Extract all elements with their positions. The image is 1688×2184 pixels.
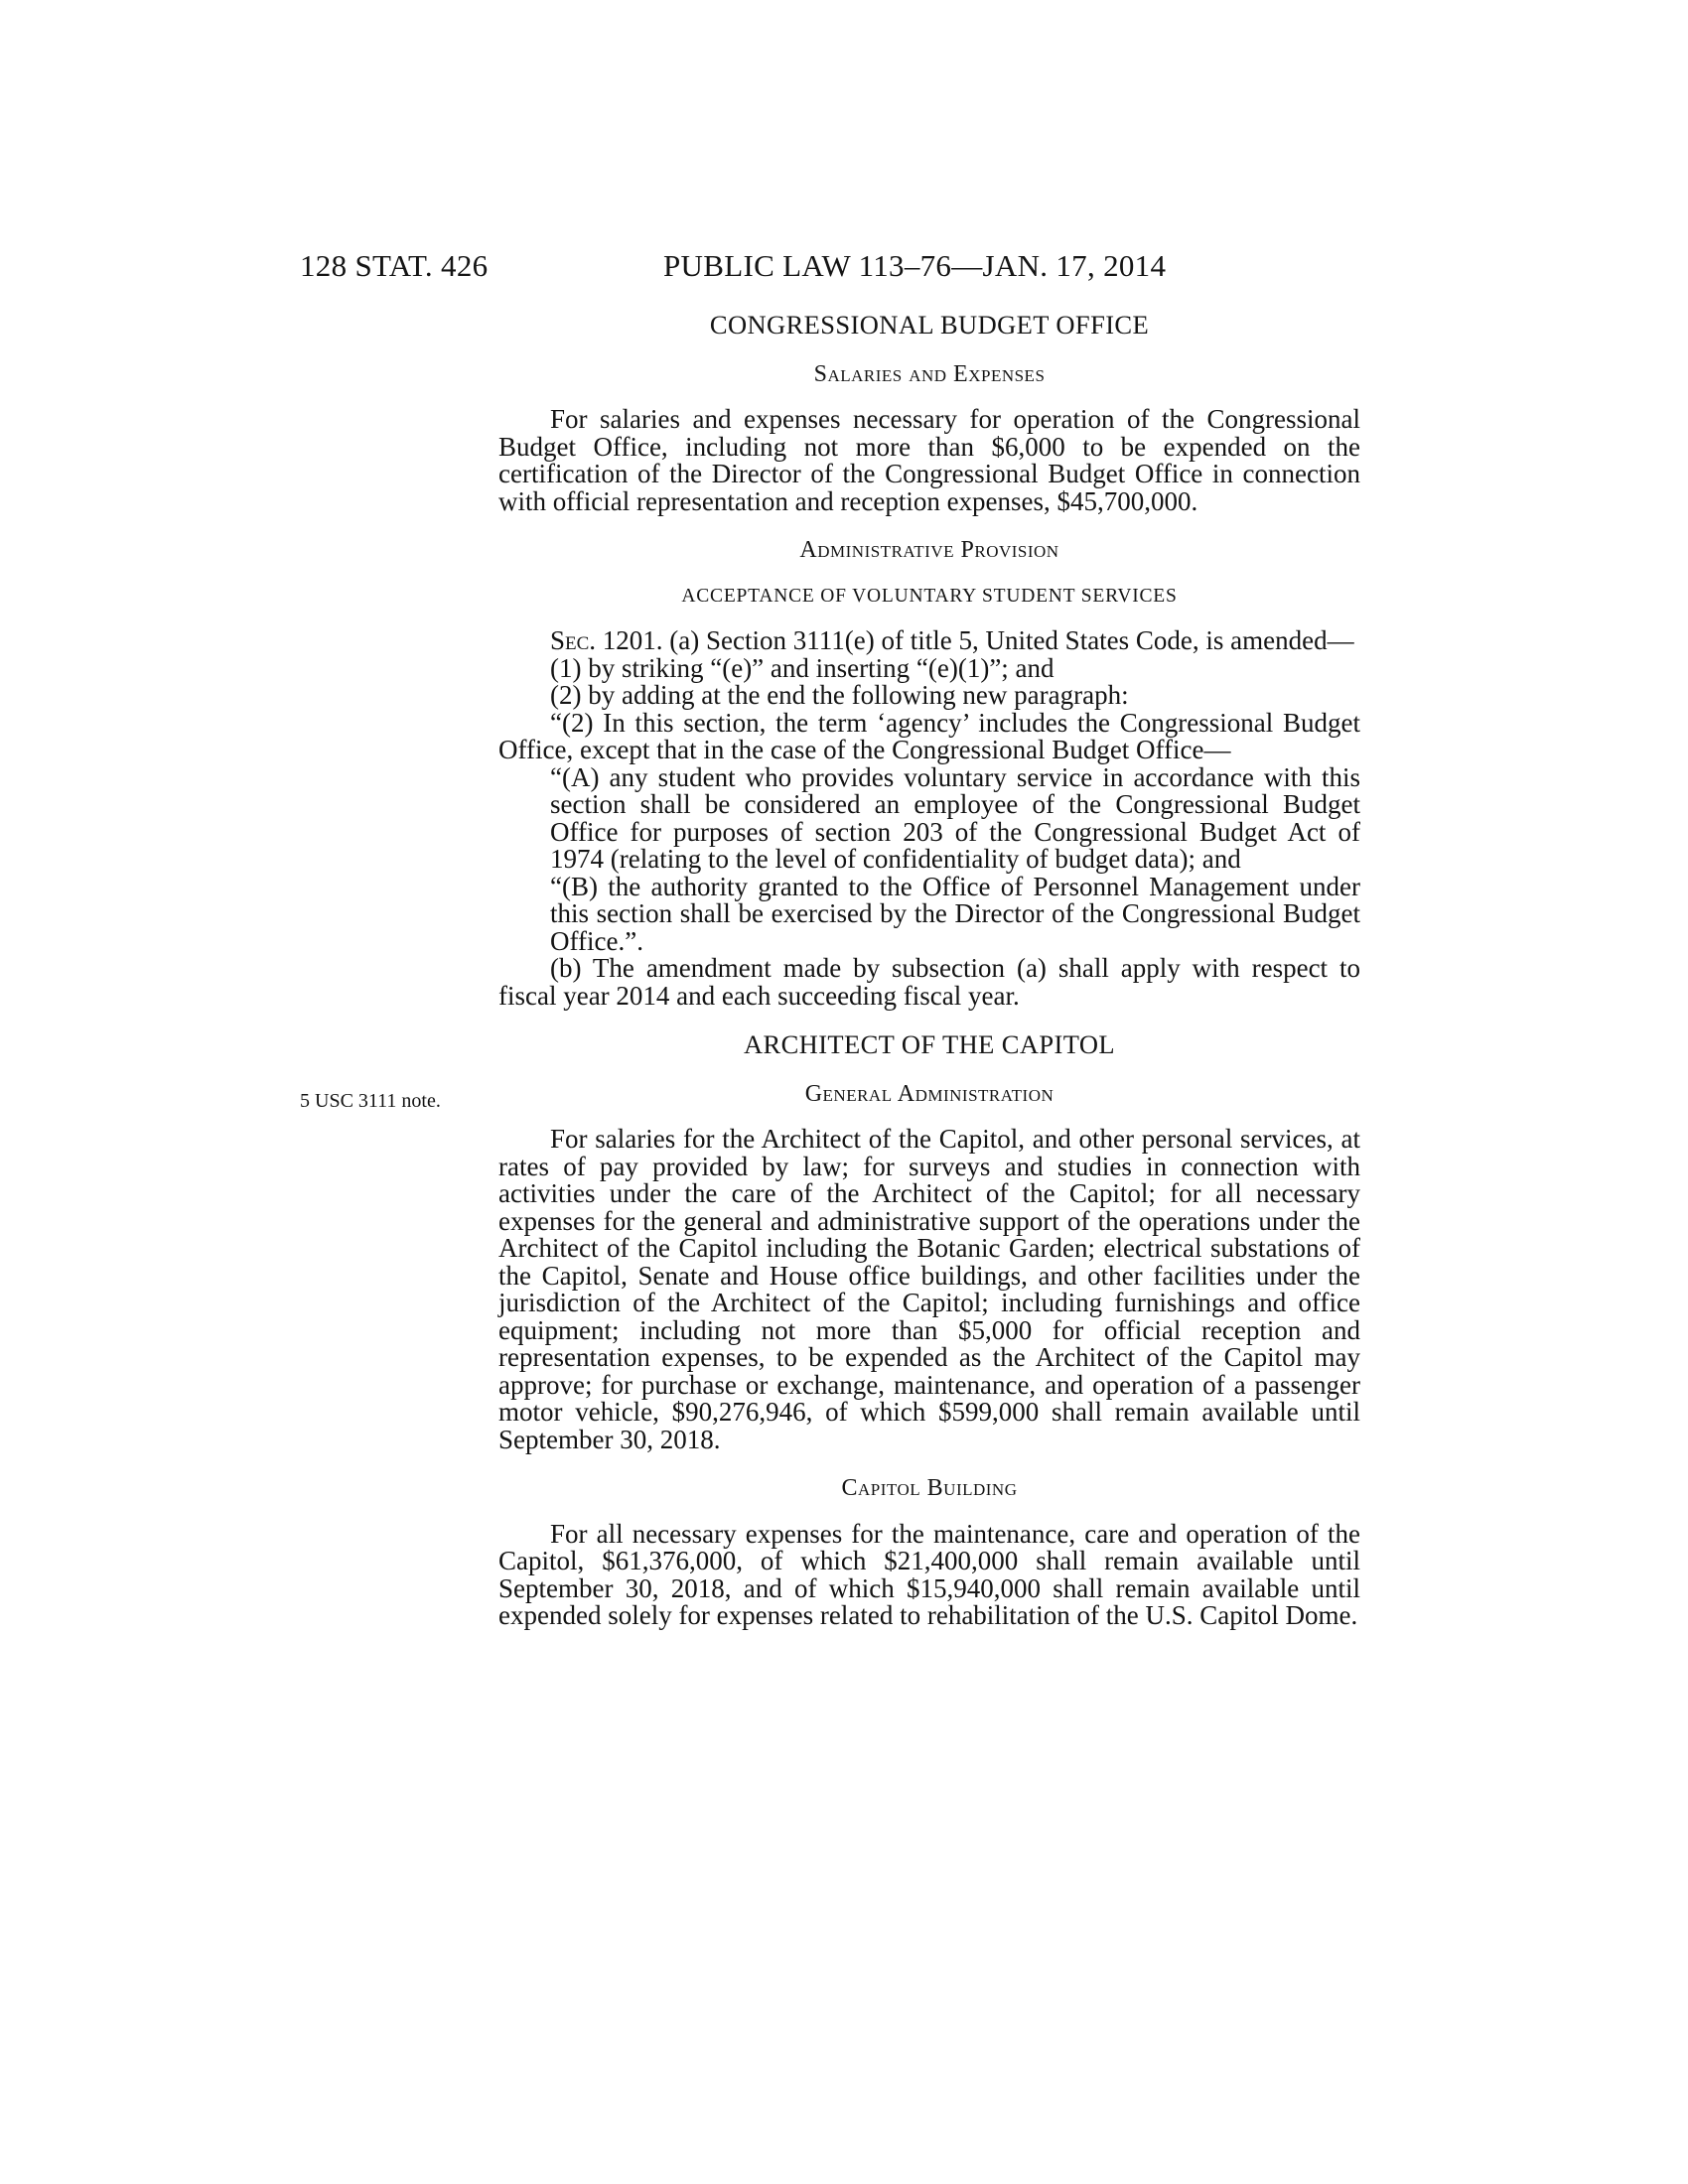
cbo-salaries-text: For salaries and expenses necessary for operation of the Congressional Budget Office, including not more than $6,000 to be expended on the certification of the Director of the Congressional Budget Office in connection with official representation and reception expenses, $45,700,000. bbox=[498, 404, 1360, 516]
aoc-heading: ARCHITECT OF THE CAPITOL bbox=[743, 1029, 1115, 1059]
capitol-building-text: For all necessary expenses for the maintenance, care and operation of the Capitol, $61,376,000, of which $21,400,000 shall remain available until September 30, 2018, and of which $15,940,000 shall remain available until expended solely for expenses related to rehabilitation of the U.S. Capitol Dome. bbox=[498, 1518, 1360, 1630]
quoted-subparagraph-a-text: “(A) any student who provides voluntary service in accordance with this section shall be considered an employee of the Congressional Budget Office for purposes of section 203 of the Congressional Budget Act of 1974 (relating to the level of confidentiality of budget data); and bbox=[550, 761, 1360, 874]
quoted-subparagraph-b bbox=[550, 871, 1360, 956]
margin-note: 5 USC 3111 note. bbox=[300, 1090, 441, 1112]
document-body bbox=[498, 312, 1360, 1630]
sec-text: 1201. (a) Section 3111(e) of title 5, United States Code, is amended— bbox=[596, 625, 1354, 655]
amendment-item-2: (2) by adding at the end the following new paragraph: bbox=[550, 680, 1129, 710]
statute-page-number: 128 STAT. 426 bbox=[300, 248, 489, 283]
acceptance-heading: ACCEPTANCE OF VOLUNTARY STUDENT SERVICES bbox=[681, 585, 1178, 607]
capitol-building-heading: Capitol Building bbox=[841, 1475, 1018, 1501]
amendment-item-1: (1) by striking “(e)” and inserting “(e)(1)”; and bbox=[550, 652, 1055, 683]
quoted-subparagraph-b-text: “(B) the authority granted to the Office of Personnel Management under this section shall be exercised by the Director of the Congressional Budget Office.”. bbox=[550, 871, 1360, 956]
cbo-admin-heading: Administrative Provision bbox=[799, 537, 1059, 563]
section-1201-intro bbox=[498, 627, 1360, 655]
subsection-b: (b) The amendment made by subsection (a) shall apply with respect to fiscal year 2014 and each succeeding fiscal year. bbox=[498, 953, 1360, 1011]
quoted-subparagraph-a bbox=[550, 761, 1360, 874]
cbo-salaries-heading: Salaries and Expenses bbox=[813, 360, 1046, 387]
aoc-general-heading: General Administration bbox=[804, 1080, 1055, 1107]
running-header-title: PUBLIC LAW 113–76—JAN. 17, 2014 bbox=[663, 248, 1167, 283]
quoted-paragraph-2: “(2) In this section, the term ‘agency’ includes the Congressional Budget Office, except that in the case of the Congressional Budget Office— bbox=[498, 707, 1360, 764]
sec-label: Sec. bbox=[550, 625, 597, 655]
cbo-heading: CONGRESSIONAL BUDGET OFFICE bbox=[709, 310, 1150, 340]
quoted-subparagraphs bbox=[550, 761, 1360, 956]
aoc-general-text: For salaries for the Architect of the Capitol, and other personal services, at rates of pay provided by law; for surveys and studies in connection with activities under the care of the Architect of the Capitol; for all necessary expenses for the general and administrative support of the operations under the Architect of the Capitol including the Botanic Garden; electrical substations of the Capitol, Senate and House office buildings, and other facilities under the jurisdiction of the Architect of the Capitol; including furnishings and office equipment; including not more than $5,000 for official reception and representation expenses, to be expended as the Architect of the Capitol may approve; for purchase or exchange, maintenance, and operation of a passenger motor vehicle, $90,276,946, of which $599,000 shall remain available until September 30, 2018. bbox=[498, 1124, 1360, 1454]
